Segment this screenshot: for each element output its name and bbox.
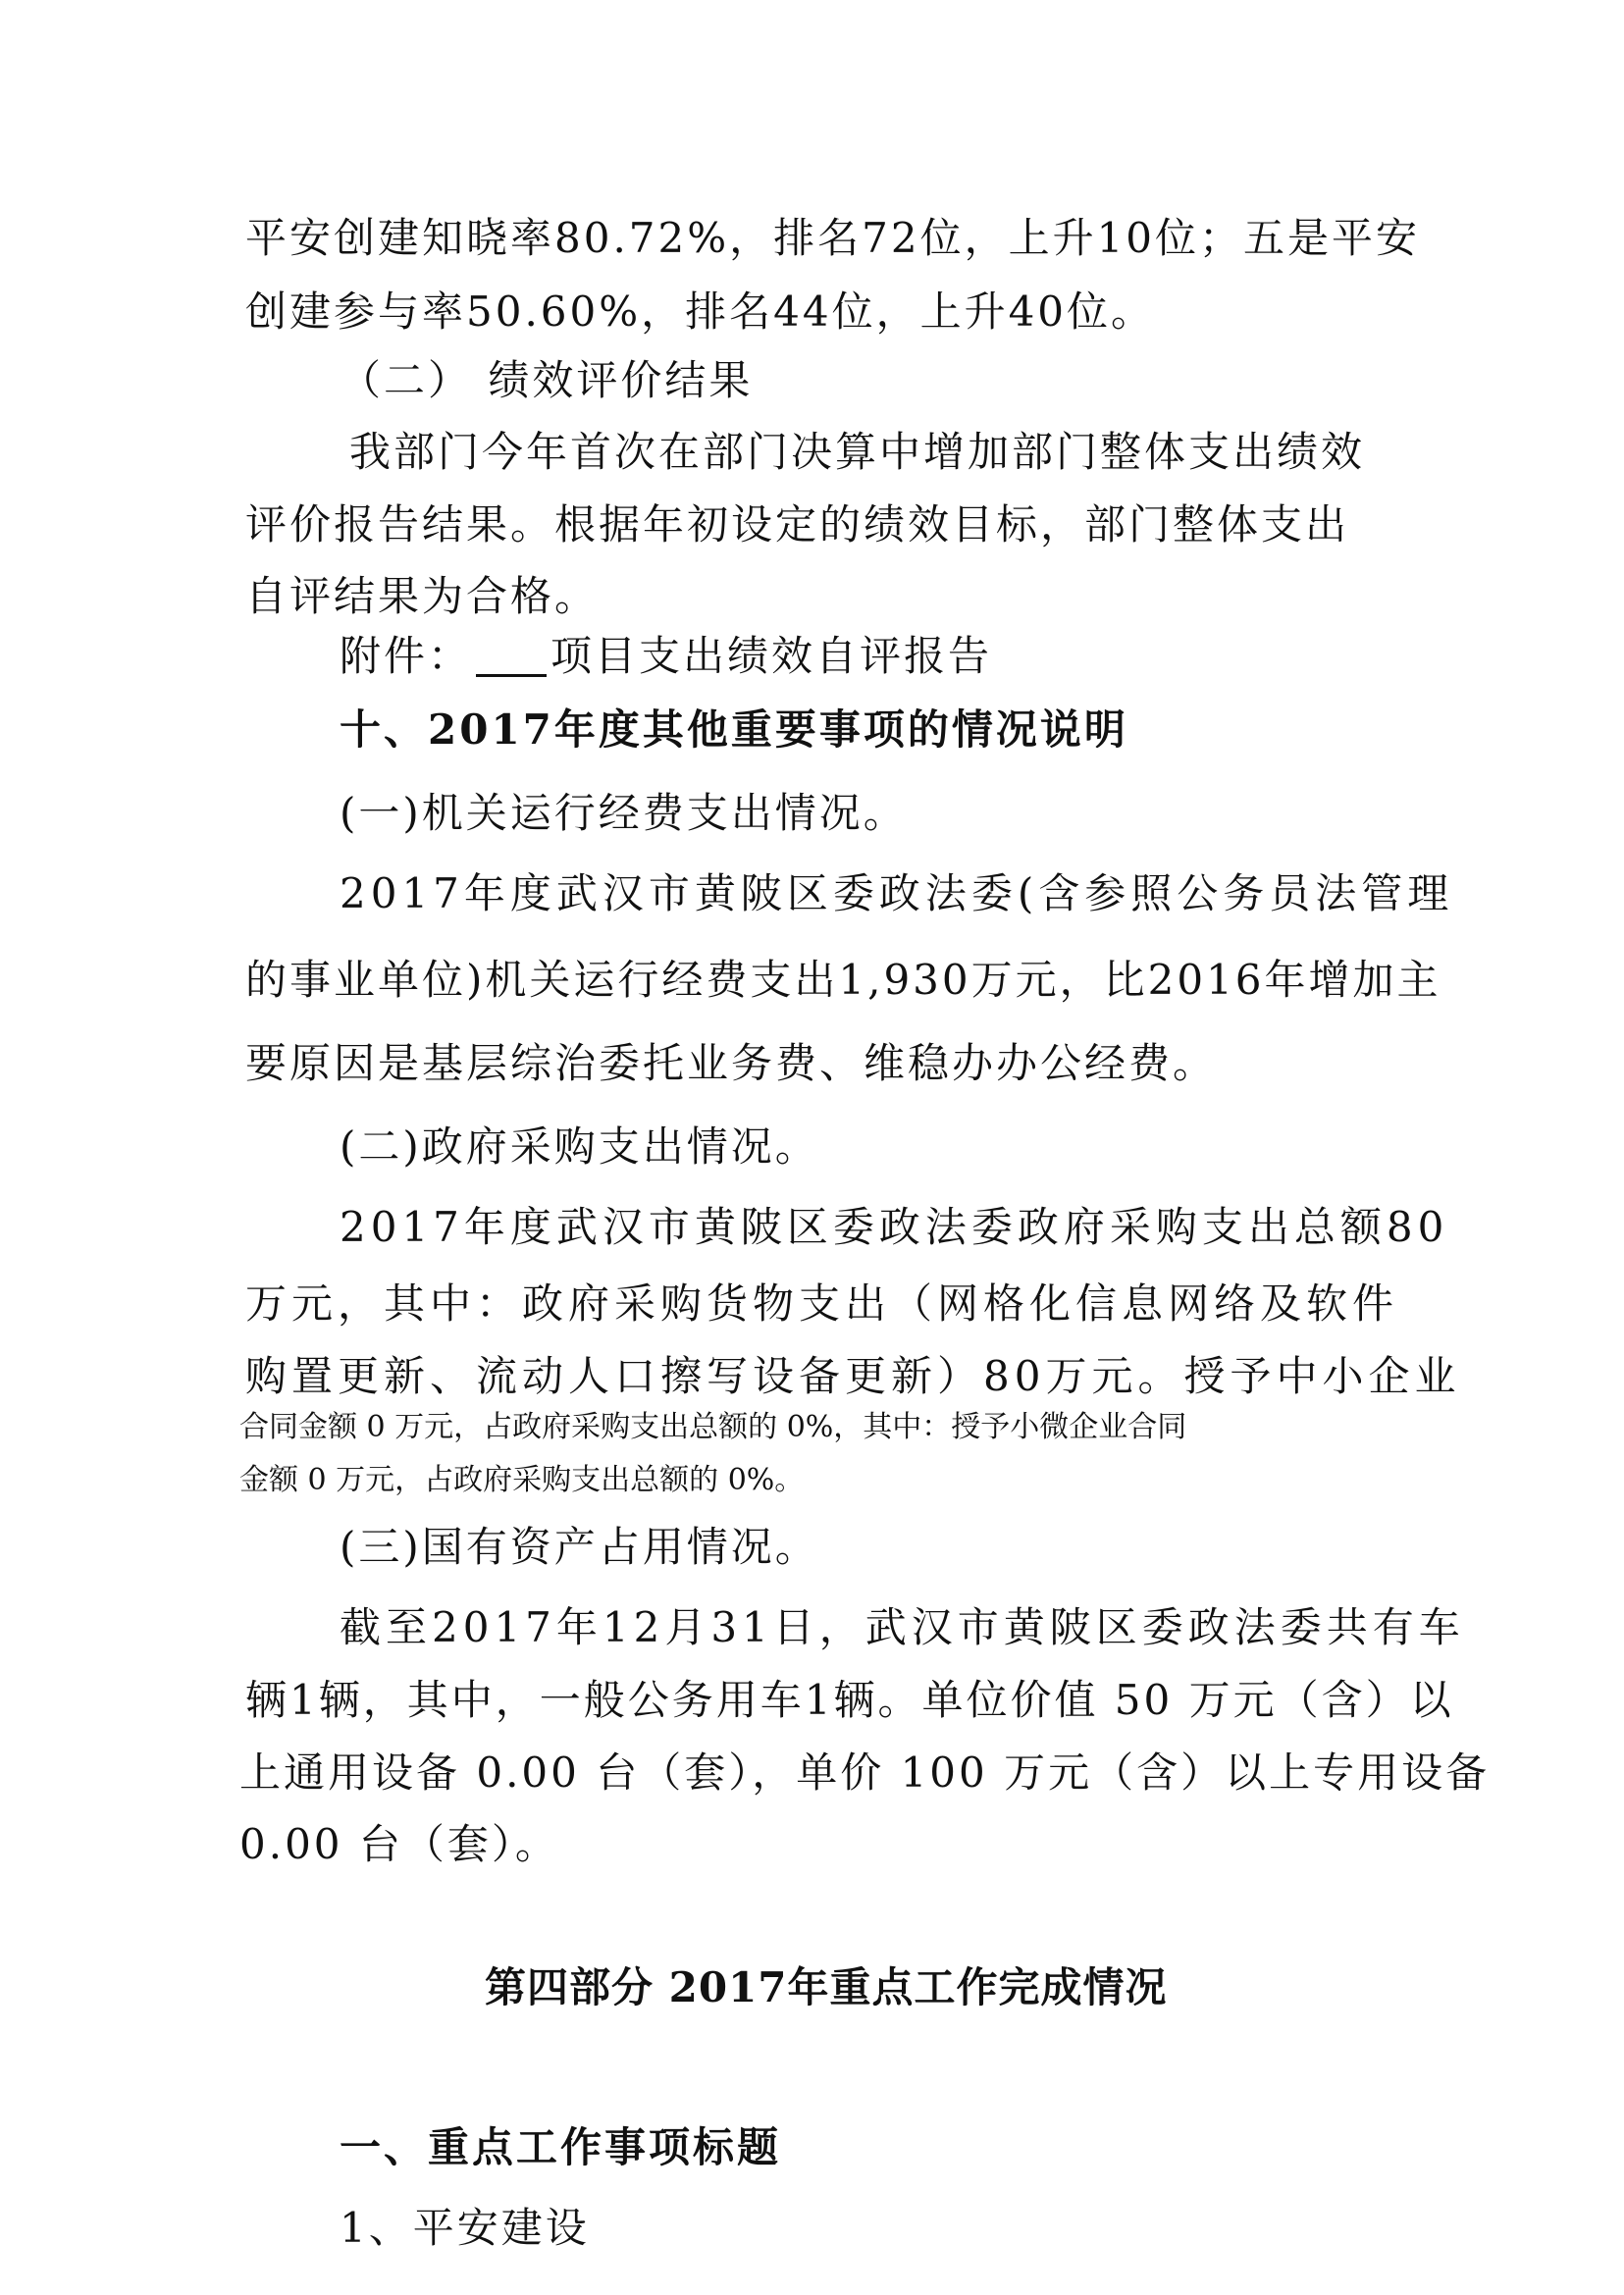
paragraph-line: 上通用设备 0.00 台（套），单价 100 万元（含）以上专用设备 xyxy=(239,1748,1491,1797)
paragraph-line: 辆1辆，其中，一般公务用车1辆。单位价值 50 万元（含）以 xyxy=(245,1676,1454,1724)
item-subheading: 1、平安建设 xyxy=(340,2204,590,2252)
paragraph-line: 购置更新、流动人口擦写设备更新）80万元。授予中小企业 xyxy=(245,1352,1461,1400)
attachment-title: 项目支出绩效自评报告 xyxy=(550,632,993,680)
paragraph-line: 我部门今年首次在部门决算中增加部门整体支出绩效 xyxy=(349,428,1366,476)
attachment-line xyxy=(340,632,993,680)
paragraph-line: 2017年度武汉市黄陂区委政法委(含参照公务员法管理 xyxy=(340,869,1454,917)
subheading: (三)国有资产占用情况。 xyxy=(340,1523,819,1571)
paragraph-line: 平安创建知晓率80.72%，排名72位，上升10位；五是平安 xyxy=(245,214,1421,262)
attachment-label: 附件： xyxy=(340,632,473,680)
subheading: （二） 绩效评价结果 xyxy=(340,356,754,404)
paragraph-line: 2017年度武汉市黄陂区委政法委政府采购支出总额80 xyxy=(340,1203,1449,1251)
section-heading: 十、2017年度其他重要事项的情况说明 xyxy=(340,705,1128,754)
paragraph-line: 0.00 台（套）。 xyxy=(239,1820,559,1868)
paragraph-line: 创建参与率50.60%，排名44位，上升40位。 xyxy=(245,287,1156,336)
blank-underline xyxy=(476,637,547,677)
paragraph-line: 评价报告结果。根据年初设定的绩效目标，部门整体支出 xyxy=(245,500,1350,548)
item-heading: 一、重点工作事项标题 xyxy=(340,2123,782,2171)
paragraph-line: 万元，其中：政府采购货物支出（网格化信息网络及软件 xyxy=(245,1279,1399,1328)
paragraph-line: 要原因是基层综治委托业务费、维稳办办公经费。 xyxy=(245,1039,1218,1087)
subheading: (一)机关运行经费支出情况。 xyxy=(340,789,908,837)
paragraph-line: 截至2017年12月31日，武汉市黄陂区委政法委共有车 xyxy=(340,1603,1465,1651)
paragraph-line: 合同金额 0 万元，占政府采购支出总额的 0%，其中：授予小微企业合同 xyxy=(239,1410,1187,1444)
subheading: (二)政府采购支出情况。 xyxy=(340,1122,819,1171)
part-title: 第四部分 2017年重点工作完成情况 xyxy=(485,1963,1168,2011)
paragraph-line: 金额 0 万元，占政府采购支出总额的 0%。 xyxy=(239,1463,805,1497)
paragraph-line: 自评结果为合格。 xyxy=(245,572,600,620)
paragraph-line: 的事业单位)机关运行经费支出1,930万元，比2016年增加主 xyxy=(245,956,1441,1004)
